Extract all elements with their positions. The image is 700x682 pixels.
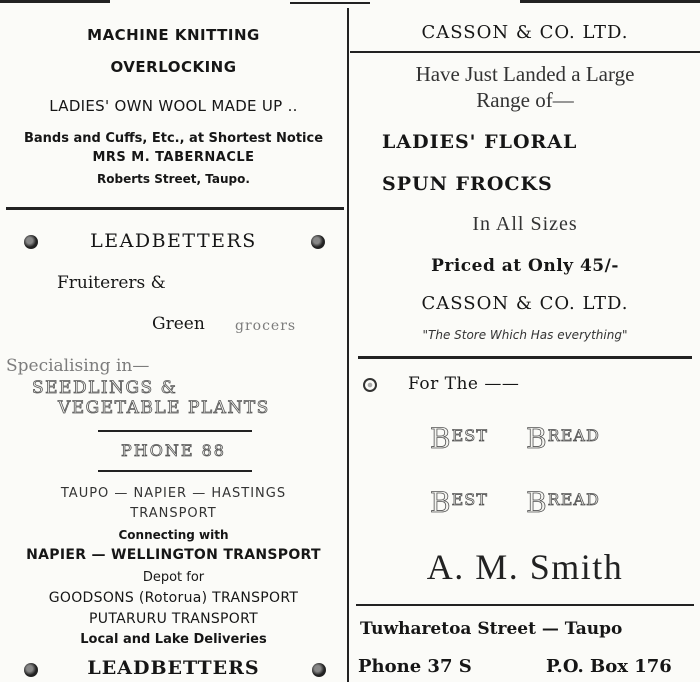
lead-fruiterers: Fruiterers & [57, 273, 166, 293]
best-initial: B [430, 422, 452, 455]
transport-deliveries: Local and Lake Deliveries [80, 632, 267, 647]
best-initial: B [430, 486, 452, 519]
lead-phone: PHONE 88 [121, 441, 226, 460]
best-rest: EST [451, 426, 488, 445]
column-divider [347, 8, 349, 682]
lead-title: LEADBETTERS [90, 230, 257, 252]
lead-green: Green [152, 314, 205, 334]
lead-specialising: Specialising in— [6, 356, 150, 376]
knit-overlocking: OVERLOCKING [110, 58, 237, 76]
rule-knit-lead [6, 207, 344, 210]
bread-initial: B [526, 422, 548, 455]
casson-landed: Have Just Landed a Large [415, 62, 635, 86]
lead-phone-rule-bottom [98, 470, 252, 472]
transport-footer: LEADBETTERS [87, 657, 260, 679]
transport-goodsons: GOODSONS (Rotorua) TRANSPORT [48, 590, 299, 606]
ring-bullet-icon [363, 378, 377, 392]
casson-title: CASSON & CO. LTD. [421, 22, 629, 43]
transport-putaruru: PUTARURU TRANSPORT [89, 611, 258, 627]
casson-floral: LADIES' FLORAL [382, 131, 578, 153]
bread-forthe: For The —— [408, 374, 520, 394]
best-bread-line-1 [430, 422, 600, 455]
transport-route: TAUPO — NAPIER — HASTINGS [60, 486, 287, 501]
lead-seedlings: SEEDLINGS & [32, 378, 178, 398]
casson-price: Priced at Only 45/- [431, 256, 619, 276]
transport-label: TRANSPORT [130, 506, 217, 521]
bread-rest: READ [547, 490, 600, 509]
knit-heading: MACHINE KNITTING [87, 26, 260, 44]
transport-napier: NAPIER — WELLINGTON TRANSPORT [26, 547, 321, 563]
bullet-icon [311, 235, 325, 249]
bread-phone: Phone 37 S [358, 656, 472, 677]
casson-range: Range of— [476, 88, 574, 112]
bread-pobox: P.O. Box 176 [546, 656, 672, 677]
bread-rest: READ [547, 426, 600, 445]
casson-title-repeat: CASSON & CO. LTD. [421, 293, 629, 314]
knit-bands: Bands and Cuffs, Etc., at Shortest Notice [23, 131, 324, 146]
right-column [350, 0, 700, 682]
best-bread-line-2 [430, 486, 600, 519]
rule-under-casson-title [350, 51, 700, 53]
best-rest: EST [451, 490, 488, 509]
lead-phone-rule-top [98, 430, 252, 432]
casson-frocks: SPUN FROCKS [382, 173, 553, 195]
bread-street: Tuwharetoa Street — Taupo [360, 619, 623, 639]
knit-name: MRS M. TABERNACLE [92, 150, 255, 165]
bread-baker-name: A. M. Smith [426, 547, 624, 587]
bread-initial: B [526, 486, 548, 519]
left-column [0, 0, 347, 682]
rule-casson-bread [358, 356, 692, 359]
knit-address: Roberts Street, Taupo. [97, 172, 250, 186]
casson-slogan: "The Store Which Has everything" [422, 328, 628, 342]
transport-connecting: Connecting with [118, 528, 229, 542]
lead-vegetable: VEGETABLE PLANTS [58, 398, 270, 418]
transport-depot: Depot for [142, 570, 205, 585]
casson-sizes: In All Sizes [472, 213, 578, 235]
knit-wool: LADIES' OWN WOOL MADE UP .. [49, 97, 298, 115]
rule-above-street [356, 604, 694, 606]
bullet-icon [312, 663, 326, 677]
lead-grocers: grocers [235, 318, 297, 334]
